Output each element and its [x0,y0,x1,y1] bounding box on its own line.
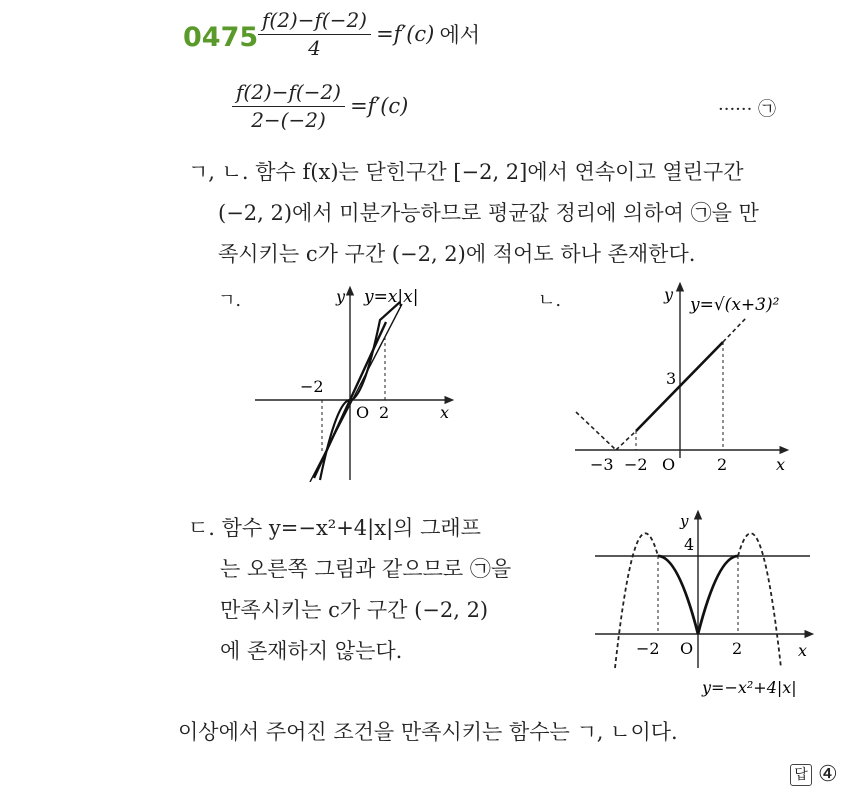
graph-c-y-tick: 4 [684,535,695,554]
graph-a-x-label: x [440,403,450,422]
equation-line-1 [258,8,480,60]
graph-a-origin: O [356,403,370,422]
equation-2-rhs: =f′(c) [350,94,409,118]
graph-c-tick-neg: −2 [636,639,660,658]
graph-b-tick-2: 2 [717,455,728,474]
fraction-1-numerator: f(2)−f(−2) [258,8,371,35]
graph-c-dashed-right [738,533,781,668]
graph-b-origin: O [662,455,676,474]
conclusion: 이상에서 주어진 조건을 만족시키는 함수는 ㄱ, ㄴ이다. [178,720,678,744]
graph-a [250,282,470,482]
graph-c-func-label: y=−x²+4|x| [702,678,797,697]
graph-c-x-label: x [798,641,808,660]
graph-a-y-label: y [336,287,346,306]
paragraph-2-line-3: 만족시키는 c가 구간 (−2, 2) [220,598,489,622]
graph-b-func-label: y=√(x+3)² [690,295,780,315]
graph-b-dashed-left [576,412,616,450]
fraction-1 [258,8,371,60]
graph-a-func-label: y=x|x| [364,287,419,307]
paragraph-1-line-1: ㄱ, ㄴ. 함수 f(x)는 닫힌구간 [−2, 2]에서 연속이고 열린구간 [188,160,744,184]
equation-1-rhs: =f′(c) [376,22,435,46]
graph-b-y-label: y [664,285,674,304]
graph-b-dashed-right [723,318,746,342]
graph-a-tick-pos: 2 [379,403,390,422]
graph-c-tick-pos: 2 [732,639,743,658]
graph-b-y-tick: 3 [666,369,677,388]
problem-number: 0475 [183,22,259,53]
paragraph-1-line-3: 족시키는 c가 구간 (−2, 2)에 적어도 하나 존재한다. [218,242,696,266]
graph-a-secant [310,304,402,482]
graph-c-origin: O [680,639,694,658]
fraction-2-numerator: f(2)−f(−2) [232,80,345,107]
paragraph-2-line-1: ㄷ. 함수 y=−x²+4|x|의 그래프 [188,516,481,540]
fraction-1-denominator: 4 [308,36,321,60]
graph-b-dashed-mid [616,431,636,450]
graph-b [570,280,820,480]
graph-c-curve-left [658,556,698,634]
equation-line-2 [232,80,408,132]
graph-b-label: ㄴ. [538,290,562,311]
equation-1-suffix: 에서 [439,23,481,47]
fraction-2-denominator: 2−(−2) [251,108,326,132]
paragraph-2-line-2: 는 오른쪽 그림과 같으므로 ㉠을 [220,557,512,581]
graph-c-y-label: y [680,512,689,530]
graph-b-x-label: x [776,455,786,474]
fraction-2 [232,80,345,132]
graph-b-tick-m2: −2 [624,455,648,474]
answer-icon: 답 [790,764,812,786]
graph-a-label: ㄱ. [218,290,242,311]
paragraph-2-line-4: 에 존재하지 않는다. [220,639,403,663]
answer-value: ④ [818,762,838,787]
graph-c [590,508,850,703]
graph-a-tick-neg: −2 [300,377,324,396]
equation-2-tag: ······ ㉠ [718,99,777,120]
graph-a-curve-detail [320,302,400,480]
graph-c-curve-right [698,556,738,634]
answer [790,762,838,787]
paragraph-1-line-2: (−2, 2)에서 미분가능하므로 평균값 정리에 의하여 ㉠을 만 [218,201,759,225]
graph-b-tick-m3: −3 [590,455,614,474]
